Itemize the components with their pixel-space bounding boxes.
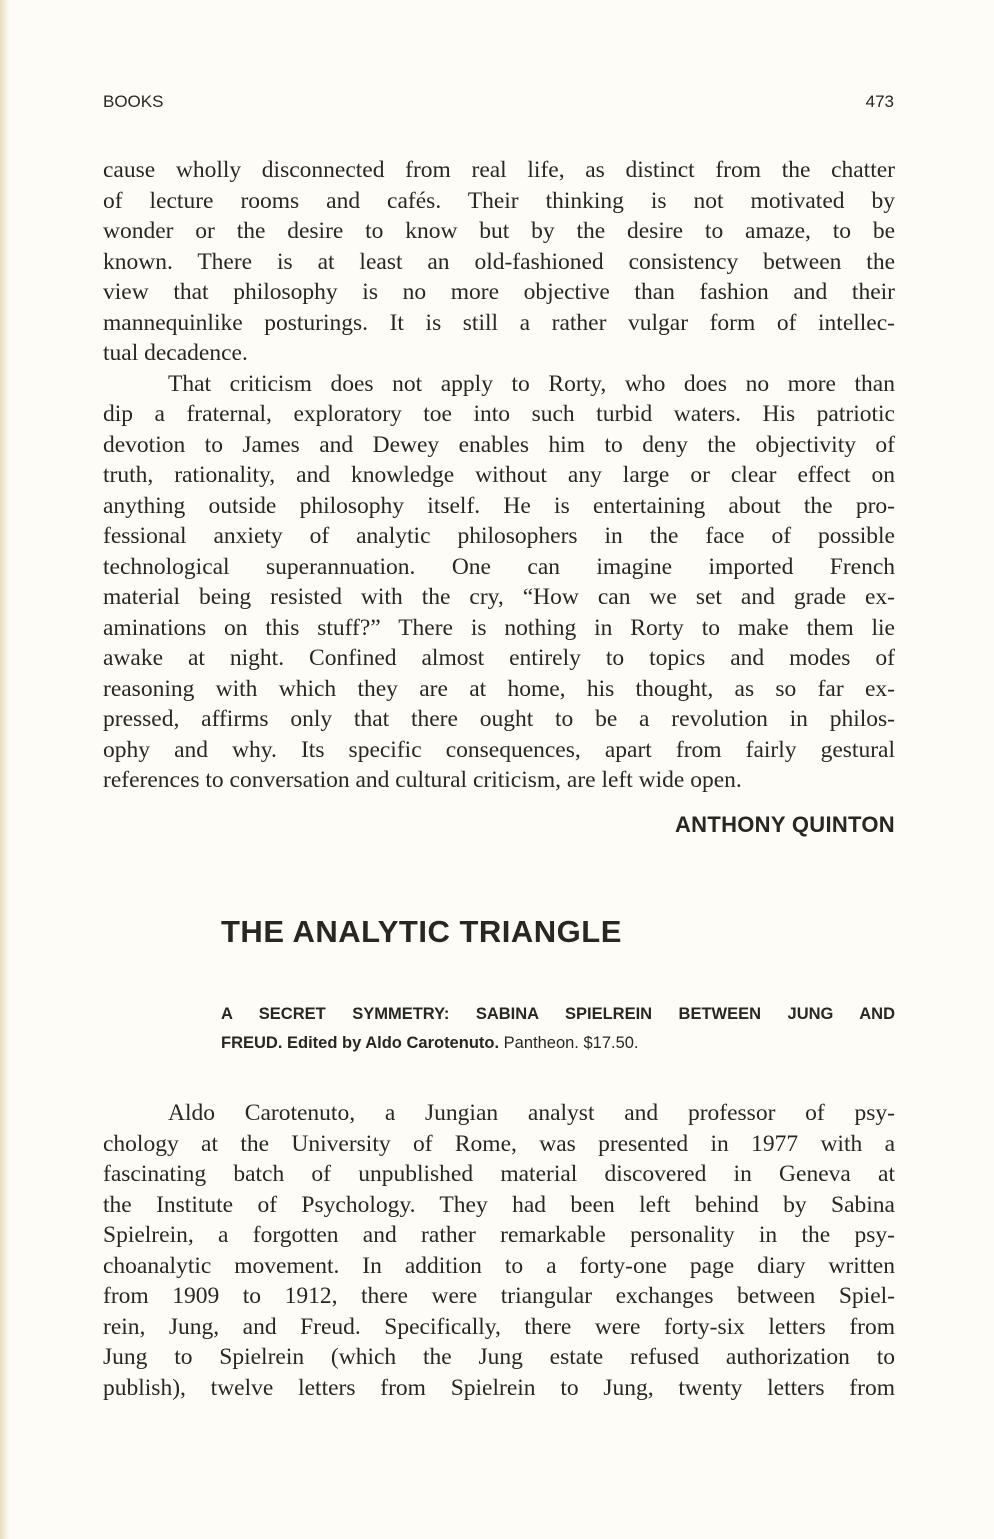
text-line: references to conversation and cultural criticism, are left wide open. <box>103 767 742 793</box>
text-line: rein, Jung, and Freud. Specifically, there were forty-six letters from <box>103 1313 895 1340</box>
text-line: fascinating batch of unpublished material discovered in Geneva at <box>103 1161 895 1187</box>
text-line: choanalytic movement. In addition to a forty-one page diary written <box>103 1252 895 1279</box>
text-line: technological superannuation. One can imagine imported French <box>103 553 895 580</box>
page-edge <box>0 0 10 1539</box>
text-line: anything outside philosophy itself. He is entertaining about the pro- <box>103 492 895 519</box>
text-line: Spielrein, a forgotten and rather remarkable personality in the psy- <box>103 1222 895 1248</box>
citation-title-editor: FREUD. Edited by Aldo Carotenuto. <box>221 1034 500 1052</box>
text-line: tual decadence. <box>103 340 248 366</box>
text-line: truth, rationality, and knowledge without any large or clear effect on <box>103 462 895 488</box>
text-line: chology at the University of Rome, was presented in 1977 with a <box>103 1130 895 1157</box>
text-line: dip a fraternal, exploratory toe into such turbid waters. His patriotic <box>103 401 895 427</box>
page-number: 473 <box>865 92 894 111</box>
text-line: view that philosophy is no more objective than fashion and their <box>103 279 895 305</box>
text-line: the Institute of Psychology. They had been left behind by Sabina <box>103 1191 895 1218</box>
text-line: material being resisted with the cry, “How can we set and grade ex- <box>103 584 895 610</box>
text-line: devotion to James and Dewey enables him to deny the objectivity of <box>103 431 895 458</box>
review1-paragraph-1 <box>103 155 895 369</box>
text-line: Jung to Spielrein (which the Jung estate refused authorization to <box>103 1344 895 1370</box>
running-head-section: BOOKS <box>103 92 164 111</box>
text-line: That criticism does not apply to Rorty, who does no more than <box>168 370 895 397</box>
book-citation <box>221 1000 895 1058</box>
text-line: of lecture rooms and cafés. Their thinking is not motivated by <box>103 187 895 214</box>
text-line: publish), twelve letters from Spielrein to Jung, twenty letters from <box>103 1374 895 1401</box>
text-line: fessional anxiety of analytic philosophers in the face of possible <box>103 523 895 549</box>
text-line: ophy and why. Its specific consequences, apart from fairly gestural <box>103 736 895 763</box>
text-line: aminations on this stuff?” There is nothing in Rorty to make them lie <box>103 614 895 641</box>
text-line: from 1909 to 1912, there were triangular exchanges between Spiel- <box>103 1283 895 1309</box>
text-line: pressed, affirms only that there ought to be a revolution in philos- <box>103 706 895 732</box>
text-line: known. There is at least an old-fashioned consistency between the <box>103 248 895 275</box>
text-line: Aldo Carotenuto, a Jungian analyst and professor of psy- <box>168 1100 895 1126</box>
text-line: wonder or the desire to know but by the desire to amaze, to be <box>103 218 895 244</box>
review2-paragraph-1 <box>103 1098 895 1403</box>
text-line: mannequinlike posturings. It is still a rather vulgar form of intellec- <box>103 309 895 336</box>
review-author: ANTHONY QUINTON <box>674 812 895 837</box>
citation-line-1: A SECRET SYMMETRY: SABINA SPIELREIN BETWEEN JUNG AND <box>221 1005 895 1023</box>
text-line: awake at night. Confined almost entirely to topics and modes of <box>103 645 895 671</box>
review1-paragraph-2 <box>103 369 895 796</box>
text-line: cause wholly disconnected from real life, as distinct from the chatter <box>103 157 895 183</box>
review-title: THE ANALYTIC TRIANGLE <box>221 914 622 949</box>
citation-publisher-price: Pantheon. $17.50. <box>499 1034 639 1052</box>
text-line: reasoning with which they are at home, his thought, as so far ex- <box>103 675 895 702</box>
